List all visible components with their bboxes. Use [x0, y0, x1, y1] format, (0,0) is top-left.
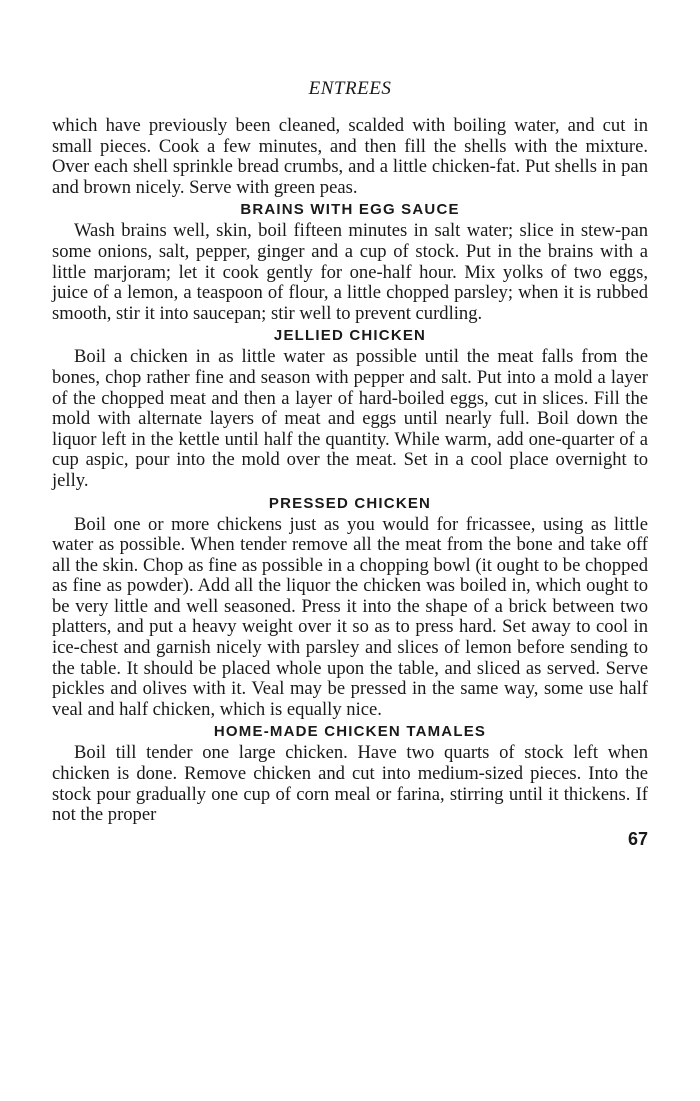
recipe-title-jellied-chicken: JELLIED CHICKEN — [273, 327, 427, 345]
recipe-title-brains: BRAINS WITH EGG SAUCE — [240, 201, 460, 219]
running-head: ENTREES — [308, 78, 392, 99]
continuation-paragraph: which have previously been cleaned, scalded with boiling water, and cut in small pieces. Cook a few minutes, and then fill the shells with the mixture. Over each shell sprinkle bread crumbs, and a little chicken-fat. Put shells in pan and brown nicely. Serve with green peas. — [52, 115, 648, 198]
recipe-body-chicken-tamales: Boil till tender one large chicken. Have two quarts of stock left when chicken is done. Remove chicken and cut into medium-sized pieces. Into the stock pour gradually one cup of corn meal or farina, stirring until it thickens. If not the proper — [52, 742, 648, 826]
recipe-body-pressed-chicken: Boil one or more chickens just as you would for fricassee, using as little water as possible. When tender remove all the meat from the bone and take off all the skin. Chop as fine as possible in a chopping bowl (it ought to be chopped as fine as powder). Add all the liquor the chicken was boiled in, which ought to be very little and well seasoned. Press it into the shape of a brick between two platters, and put a heavy weight over it so as to press hard. Set away to cool in ice-chest and garnish nicely with parsley and slices of lemon before sending to the table. It should be placed whole upon the table, and sliced as served. Serve pickles and olives with it. Veal may be pressed in the same way, some use half veal and half chicken, which is equally nice. — [52, 513, 648, 720]
page-number: 67 — [627, 828, 648, 849]
recipe-body-brains: Wash brains well, skin, boil fifteen minutes in salt water; slice in stew-pan some onions, salt, pepper, ginger and a cup of stock. Put in the brains with a little marjoram; let it cook gently for one-half hour. Mix yolks of two eggs, juice of a lemon, a teaspoon of flour, a little chopped parsley; when it is rubbed smooth, stir it into saucepan; stir well to prevent curdling. — [52, 220, 648, 324]
book-page — [52, 78, 648, 850]
recipe-title-chicken-tamales: HOME-MADE CHICKEN TAMALES — [213, 723, 487, 741]
recipe-body-jellied-chicken: Boil a chicken in as little water as possible until the meat falls from the bones, chop rather fine and season with pepper and salt. Put into a mold a layer of the chopped meat and then a layer of hard-boiled eggs, cut in slices. Fill the mold with alternate layers of meat and eggs until nearly full. Boil down the liquor left in the kettle until half the quantity. While warm, add one-quarter of a cup aspic, pour into the mold over the meat. Set in a cool place overnight to jelly. — [52, 346, 648, 491]
recipe-title-pressed-chicken: PRESSED CHICKEN — [268, 494, 432, 512]
